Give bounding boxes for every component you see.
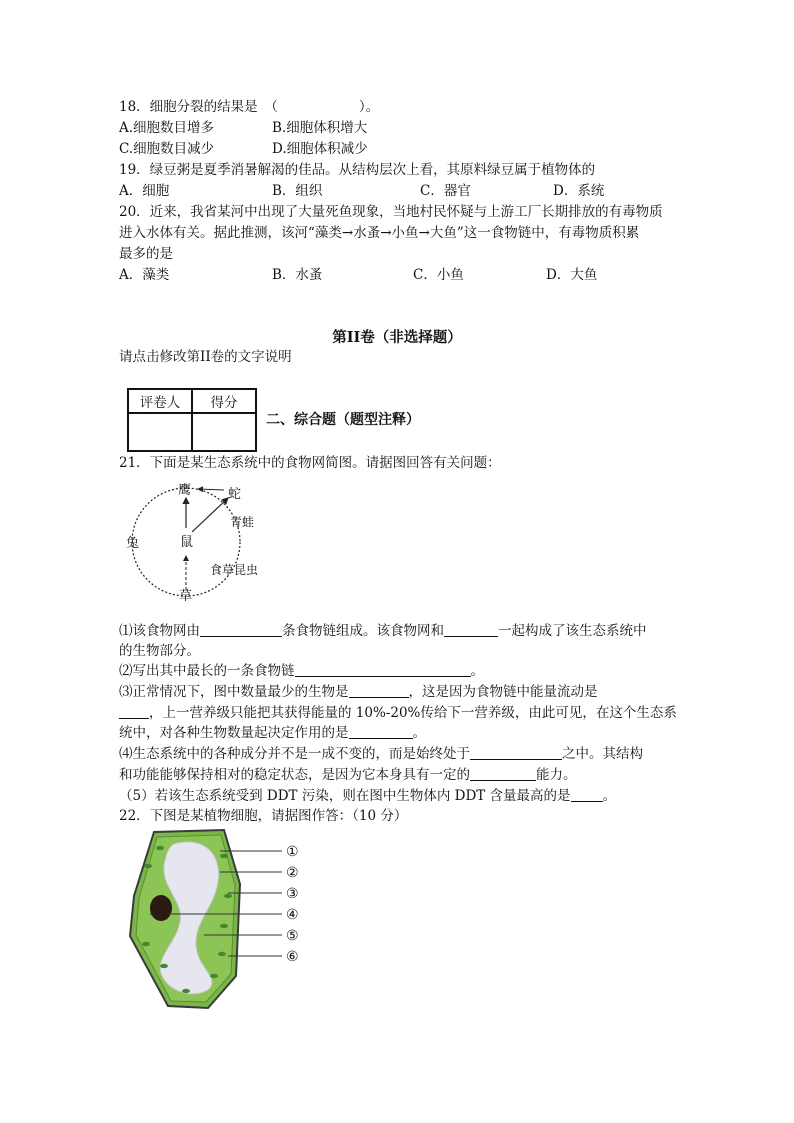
plant-cell-diagram [124, 826, 314, 1012]
q20-stem-line1: 20．近来，我省某河中出现了大量死鱼现象，当地村民怀疑与上游工厂长期排放的有毒物质 [119, 204, 663, 220]
chloroplast [160, 964, 168, 968]
label-insect: 食草昆虫 [210, 563, 259, 577]
q21-p5-b: 。 [602, 788, 617, 804]
q20-stem-line2: 进入水体有关。据此推测，该河“藻类→水蚤→小鱼→大鱼”这一食物链中，有毒物质积累 [119, 225, 640, 241]
chloroplast [218, 952, 226, 956]
cell-label-1: ① [286, 844, 299, 860]
q19-option-a: A．细胞 [119, 183, 170, 199]
arrow-snake-to-hawk [198, 489, 224, 490]
section-heading: 二、综合题（题型注释） [266, 412, 420, 428]
q20-option-b: B．水蚤 [272, 267, 323, 283]
q19-option-b: B．组织 [272, 183, 323, 199]
cell-label-5: ⑤ [286, 928, 299, 944]
label-hawk: 鹰 [178, 483, 192, 498]
q21-p3-blank3[interactable] [349, 724, 413, 739]
part2-note: 请点击修改第II卷的文字说明 [119, 349, 292, 365]
q19-option-c: C．器官 [420, 183, 471, 199]
q18-option-c: C.细胞数目减少 [119, 141, 215, 157]
q21-p4-b: 之中。其结构 [562, 746, 643, 762]
score-table-cell-grader[interactable] [128, 413, 192, 451]
q21-p5-a: （5）若该生态系统受到 DDT 污染，则在图中生物体内 DDT 含量最高的是 [119, 788, 571, 804]
q21-p4-line1 [119, 744, 643, 764]
q21-p2-line [119, 661, 484, 681]
label-snake: 蛇 [228, 487, 242, 502]
q21-p1-blank2[interactable] [444, 622, 498, 637]
q21-p3-line1 [119, 682, 598, 702]
q22-stem: 22．下图是某植物细胞，请据图作答：（10 分） [119, 808, 408, 824]
q20-option-c: C．小鱼 [413, 267, 464, 283]
q21-p3-b: ，这是因为食物链中能量流动是 [408, 684, 598, 700]
q19-option-d: D．系统 [553, 183, 605, 199]
q21-p1-a: ⑴该食物网由 [119, 623, 200, 639]
q21-p3-line3 [119, 723, 426, 743]
label-grass: 草 [179, 589, 193, 604]
q20-option-a: A．藻类 [119, 267, 170, 283]
q21-p3-line2 [119, 703, 677, 723]
chloroplast [156, 846, 164, 850]
q20-stem-line3: 最多的是 [119, 246, 173, 262]
cell-label-4: ④ [286, 907, 299, 923]
q21-p3-d: 统中，对各种生物数量起决定作用的是 [119, 725, 349, 741]
q21-p1-c: 一起构成了该生态系统中 [498, 623, 647, 639]
cell-label-3: ③ [286, 886, 299, 902]
part2-title: 第II卷（非选择题） [332, 329, 462, 346]
chloroplast [142, 942, 150, 946]
score-table-header-grader: 评卷人 [128, 389, 192, 413]
q21-p4-c: 和功能能够保持相对的稳定状态，是因为它本身具有一定的 [119, 767, 470, 783]
q21-p4-line2 [119, 765, 577, 785]
arrow-mouse-to-snake [192, 498, 228, 532]
chloroplast [144, 864, 152, 868]
chloroplast [210, 974, 218, 978]
q21-p3-c: ，上一营养级只能把其获得能量的 10%-20%传给下一营养级，由此可见，在这个生态系 [149, 705, 677, 721]
q21-p3-e: 。 [412, 725, 426, 741]
q21-p3-a: ⑶正常情况下，图中数量最少的生物是 [119, 684, 349, 700]
q21-p2-blank[interactable] [295, 662, 471, 677]
q21-p1-b: 条食物链组成。该食物网和 [282, 623, 444, 639]
q21-p2-a: ⑵写出其中最长的一条食物链 [119, 663, 295, 679]
q21-p4-d: 能力。 [536, 767, 577, 783]
cell-label-2: ② [286, 865, 299, 881]
chloroplast [182, 989, 190, 993]
q21-p4-blank2[interactable] [470, 766, 536, 781]
q21-p2-b: 。 [470, 663, 484, 679]
chloroplast [224, 894, 232, 898]
chloroplast [220, 854, 228, 858]
q19-stem: 19．绿豆粥是夏季消暑解渴的佳品。从结构层次上看，其原料绿豆属于植物体的 [119, 162, 596, 178]
label-mouse: 鼠 [180, 535, 194, 550]
q21-p3-blank2[interactable] [119, 704, 149, 719]
q18-stem: 18．细胞分裂的结果是 （ ）。 [119, 99, 380, 115]
score-table-header-score: 得分 [192, 389, 256, 413]
q18-option-a: A.细胞数目增多 [119, 120, 215, 136]
food-web-diagram [124, 476, 284, 604]
chloroplast [220, 924, 228, 928]
label-frog: 青蛙 [230, 515, 255, 529]
score-table-cell-score[interactable] [192, 413, 256, 451]
q21-p1-d: 的生物部分。 [119, 643, 200, 659]
label-rabbit: 兔 [126, 536, 140, 551]
q21-stem: 21．下面是某生态系统中的食物网简图。请据图回答有关问题： [119, 455, 501, 471]
q21-p5-line [119, 786, 616, 806]
nucleus [150, 895, 172, 921]
q21-p4-a: ⑷生态系统中的各种成分并不是一成不变的，而是始终处于 [119, 746, 470, 762]
q18-option-d: D.细胞体积减少 [272, 141, 368, 157]
q21-p4-blank1[interactable] [470, 745, 562, 760]
q21-p5-blank[interactable] [571, 787, 603, 802]
q21-p1-blank1[interactable] [200, 622, 282, 637]
q18-option-b: B.细胞体积增大 [272, 120, 368, 136]
q21-p3-blank1[interactable] [349, 683, 409, 698]
score-table [127, 388, 257, 452]
q21-p1-line1 [119, 621, 647, 641]
cell-label-6: ⑥ [286, 949, 299, 965]
q20-option-d: D．大鱼 [546, 267, 598, 283]
